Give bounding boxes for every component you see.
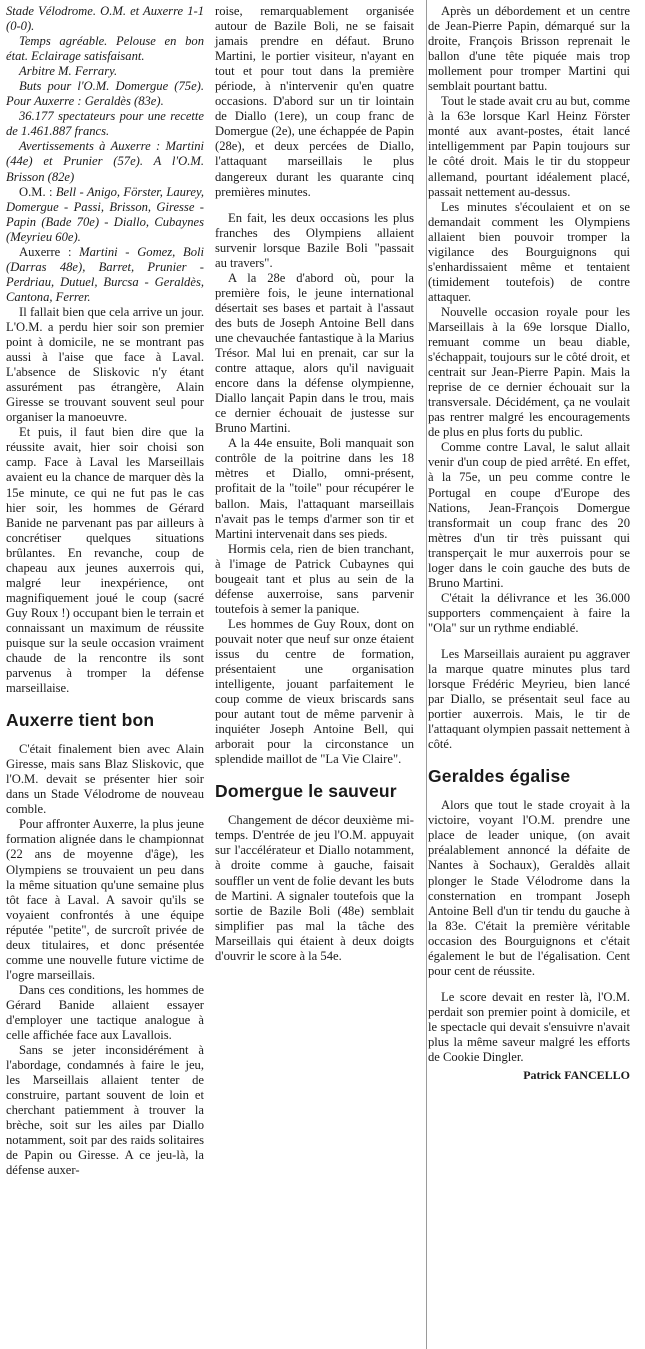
column-3	[428, 4, 630, 1083]
article-paragraph: Changement de décor deuxième mi-temps. D'entrée de jeu l'O.M. appuyait sur l'accélérateur et Diallo notamment, à droite comme à gauche, faisait souffler un vent de folie devant les buts de Martini. A signaler toutefois que la sortie de Bazile Boli (48e) semblait simplifier pas mal la tâche des Marseillais qui étaient à deux doigts d'ouvrir le score à la 54e.	[215, 813, 414, 963]
article-paragraph: Le score devait en rester là, l'O.M. perdait son premier point à domicile, et le spectacle qui devait s'ensuivre n'avait plus la même saveur malgré les efforts de Cookie Dingler.	[428, 989, 630, 1065]
auxerre-lineup-line	[6, 245, 204, 305]
om-lineup: Bell - Anigo, Förster, Laurey, Domergue - Passi, Brisson, Giresse - Papin (Bade 70e) - Diallo, Cubaynes (Meyrieu 60e).	[6, 184, 204, 244]
article-paragraph: Nouvelle occasion royale pour les Marseillais à la 69e lorsque Diallo, remuant comme un beau diable, s'échappait, toujours sur le côté droit, et centrait sur Jean-Pierre Papin. Mais la reprise de ce dernier échouait sur la transversale. Décidément, ça ne voulait pas rentrer malgré les encouragements de plus en plus forts du public.	[428, 304, 630, 440]
author-signature: Patrick FANCELLO	[523, 1068, 630, 1083]
match-cautions: Avertissements à Auxerre : Martini (44e) et Prunier (57e). A l'O.M. Brisson (82e)	[6, 139, 204, 184]
om-label: O.M. :	[19, 184, 53, 199]
article-paragraph: En fait, les deux occasions les plus franches des Olympiens allaient survenir lorsque Bazile Boli "passait au travers".	[215, 210, 414, 270]
match-venue: Stade Vélodrome. O.M. et Auxerre 1-1 (0-0).	[6, 4, 204, 34]
article-paragraph: Après un débordement et un centre de Jean-Pierre Papin, démarqué sur la droite, François Brisson reprenait le ballon d'une tête piquée mais trop mollement pour tromper Martini qui semblait pourtant battu.	[428, 4, 630, 94]
match-weather: Temps agréable. Pelouse en bon état. Eclairage satisfaisant.	[6, 34, 204, 64]
article-paragraph: A la 28e d'abord où, pour la première fois, le jeune international désertait ses bases et partait à l'assaut des buts de Joseph Antoine Bell dans une chevauchée fantastique à la Marius Trésor. Mal lui en prenait, car sur la contre attaque, alors qu'il naviguait encore dans la défense olympienne, Diallo lançait Papin dans le trou, mais ce dernier échouait de justesse sur Bruno Martini.	[215, 270, 414, 436]
column-1	[6, 4, 204, 1179]
article-paragraph: Hormis cela, rien de bien tranchant, à l'image de Patrick Cubaynes qui bougeait tant et plus au sein de la défense auxerroise, sans parvenir toutefois à semer la panique.	[215, 541, 414, 616]
column-2	[215, 4, 414, 964]
article-paragraph: Dans ces conditions, les hommes de Gérard Banide allaient essayer d'employer une tactique analogue à celle affichée face aux Lavallois.	[6, 982, 204, 1043]
article-paragraph: Comme contre Laval, le salut allait venir d'un coup de pied arrêté. En effet, à la 75e, un peu comme contre le Portugal en coupe d'Europe des Nations, Jean-François Domergue transformait un coup franc des 20 mètres d'un tir très puissant qui transperçait le mur auxerrois pour se loger dans le coin gauche des buts de Bruno Martini.	[428, 440, 630, 590]
article-paragraph: Alors que tout le stade croyait à la victoire, voyant l'O.M. prendre une place de leader unique, (on avait préalablement annoncé la défaite de Nantes à Sochaux), Geraldès allait plonger le Stade Vélodrome dans la consternation en trompant Joseph Antoine Bell d'un tir tendu du gauche à la 83e. C'était la première véritable occasion des Bourguignons et c'était également le but de l'égalisation. Cent pour cent de réussite.	[428, 798, 630, 978]
article-paragraph: C'était finalement bien avec Alain Giresse, mais sans Blaz Sliskovic, que l'O.M. devait se présenter hier soir dans un Stade Vélodrome de nouveau comble.	[6, 742, 204, 817]
article-paragraph: Sans se jeter inconsidérément à l'abordage, condamnés à faire le jeu, les Marseillais allaient tenter de construire, partant souvent de loin et cherchant patiemment à trouver la brèche, soit sur les ailes par Diallo notamment, soit par des raids solitaires de Papin ou Giresse. A ce jeu-là, la défense auxer-	[6, 1043, 204, 1178]
article-paragraph: A la 44e ensuite, Boli manquait son contrôle de la poitrine dans les 18 mètres et Diallo, omni-présent, profitait de la "toile" pour récupérer le ballon. Mais, l'attaquant marseillais n'avait pas le temps d'armer son tir et Martini intervenait dans ses pieds.	[215, 436, 414, 541]
om-lineup-line	[6, 185, 204, 245]
auxerre-label: Auxerre :	[19, 244, 72, 259]
article-paragraph: C'était la délivrance et les 36.000 supporters commençaient à faire la "Ola" sur un rythme endiablé.	[428, 590, 630, 635]
article-paragraph: Tout le stade avait cru au but, comme à la 63e lorsque Karl Heinz Förster monté aux avant-postes, était lancé intelligemment par Papin toujours sur le côté droit. Mais le tir du stoppeur allemand, pourtant idéalement placé, passait nettement au-dessus.	[428, 94, 630, 199]
article-paragraph: Il fallait bien que cela arrive un jour. L'O.M. a perdu hier soir son premier point à domicile, ne se montrant pas aussi à l'aise que face à Laval. L'absence de Sliskovic n'y étant assurément pas étrangère, Alain Giresse se trouvant souvent seul pour organiser la manoeuvre.	[6, 304, 204, 425]
match-referee: Arbitre M. Ferrary.	[19, 64, 118, 79]
article-paragraph: Les hommes de Guy Roux, dont on pouvait noter que neuf sur onze étaient issus du centre de formation, présentaient une organisation intelligente, jouant parfaitement le coup comme de vieux briscards sans pour autant tout de même parvenir à inquiéter Joseph Antoine Bell, qui arborait pour la circonstance un splendide maillot de "La Vie Claire".	[215, 616, 414, 767]
column-divider	[426, 0, 427, 1349]
article-paragraph: Pour affronter Auxerre, la plus jeune formation alignée dans le championnat (22 ans de moyenne d'âge), les Olympiens se trouvaient un peu dans la même situation qu'une semaine plus tôt face à Laval. A savoir qu'ils se voyaient confrontés à une équipe réputée "petite", de surcroît privée de deux titulaires, et donc présentée comme une nouvelle future victime de l'ogre marseillais.	[6, 817, 204, 982]
article-paragraph: Les Marseillais auraient pu aggraver la marque quatre minutes plus tard lorsque Frédéric Meyrieu, bien lancé par Diallo, se présentait seul face au portier auxerrois. Mais, le tir de l'attaquant olympien passait nettement à côté.	[428, 646, 630, 752]
match-goals: Buts pour l'O.M. Domergue (75e). Pour Auxerre : Geraldès (83e).	[6, 79, 204, 109]
subheading-domergue-le-sauveur: Domergue le sauveur	[215, 781, 397, 802]
subheading-auxerre-tient-bon: Auxerre tient bon	[6, 710, 155, 731]
match-info-box	[6, 4, 204, 305]
article-paragraph: Et puis, il faut bien dire que la réussite avait, hier soir choisi son camp. Face à Laval les Marseillais avaient eu la chance de marquer dès la 15e minute, ce qui ne fut pas le cas hier soir, les hommes de Gérard Banide ne parvenant pas par ailleurs à concrétiser quelques situations brûlantes. En revanche, coup de chapeau aux jeunes auxerrois qui, malgré leur inexpérience, ont magnifiquement joué le coup (sacré Guy Roux !) occupant bien le terrain et connaissant un maximum de réussite puisque sur la seule occasion vraiment chaude de la rencontre ils sont parvenus à tromper la défense marseillaise.	[6, 425, 204, 696]
article-paragraph: roise, remarquablement organisée autour de Bazile Boli, ne se faisait jamais prendre en défaut. Bruno Martini, le portier visiteur, n'ayant en tout et pour tout dans la première période, à n'intervenir qu'en quatre occasions. D'abord sur un tir lointain de Diallo (1ere), un coup franc de Domergue (2e), une échappée de Papin (28e), et deux percées de Diallo, l'attaquant marseillais le plus dangereux durant les quarante cinq premières minutes.	[215, 4, 414, 199]
article-paragraph: Les minutes s'écoulaient et on se demandait comment les Olympiens allaient bien pouvoir tromper la vigilance des Bourguignons qui s'enhardissaient même et tentaient (timidement toutefois) de contre attaquer.	[428, 199, 630, 304]
match-spectators: 36.177 spectateurs pour une recette de 1.461.887 francs.	[6, 109, 204, 139]
subheading-geraldes-egalise: Geraldes égalise	[428, 766, 571, 787]
auxerre-lineup: Martini - Gomez, Boli (Darras 48e), Barret, Prunier - Perdriau, Dutuel, Burcsa - Geraldès, Cantona, Ferrer.	[6, 244, 204, 304]
